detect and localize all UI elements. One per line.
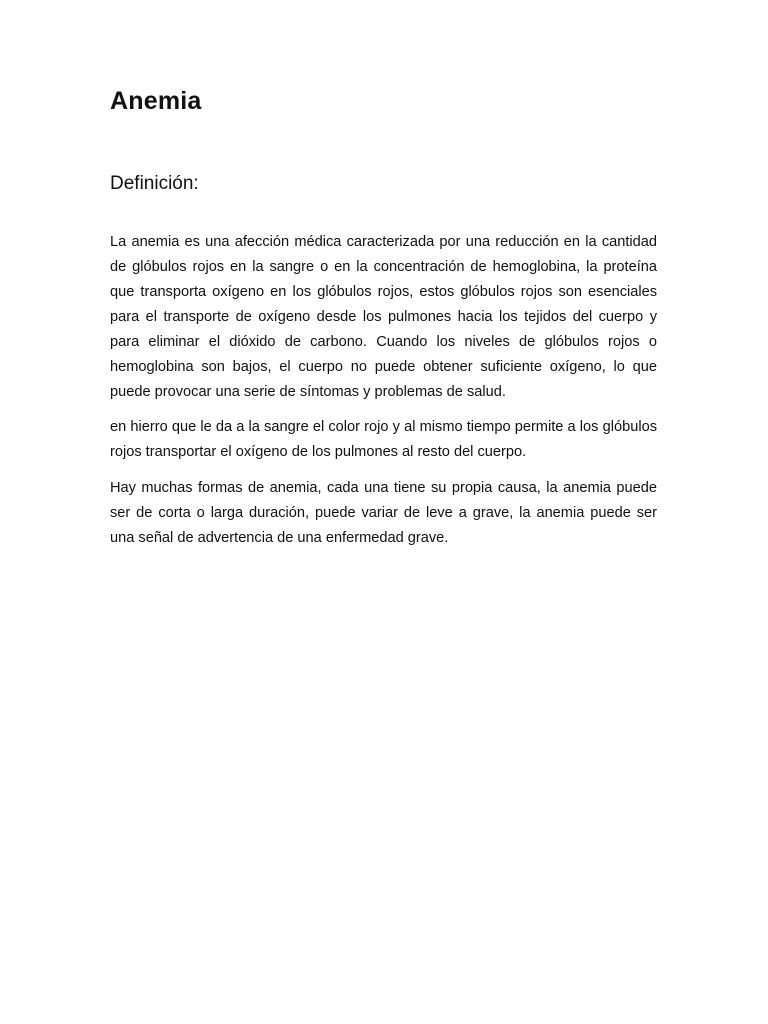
document-title: Anemia [110, 87, 202, 115]
paragraph-hemoglobin: en hierro que le da a la sangre el color rojo y al mismo tiempo permite a los glóbulos rojos transportar el oxígeno de los pulmones al resto del cuerpo. [110, 419, 657, 460]
document-body [110, 84, 657, 551]
paragraph-types: Hay muchas formas de anemia, cada una tiene su propia causa, la anemia puede ser de corta o larga duración, puede variar de leve a grave, la anemia puede ser una señal de advertencia de una enfermedad grave. [110, 480, 657, 546]
section-heading: Definición: [110, 173, 199, 194]
paragraph-definition: La anemia es una afección médica caracterizada por una reducción en la cantidad de glóbulos rojos en la sangre o en la concentración de hemoglobina, la proteína que transporta oxígeno en los glóbulos rojos, estos glóbulos rojos son esenciales para el transporte de oxígeno desde los pulmones hacia los tejidos del cuerpo y para eliminar el dióxido de carbono. Cuando los niveles de glóbulos rojos o hemoglobina son bajos, el cuerpo no puede obtener suficiente oxígeno, lo que puede provocar una serie de síntomas y problemas de salud. [110, 234, 657, 400]
